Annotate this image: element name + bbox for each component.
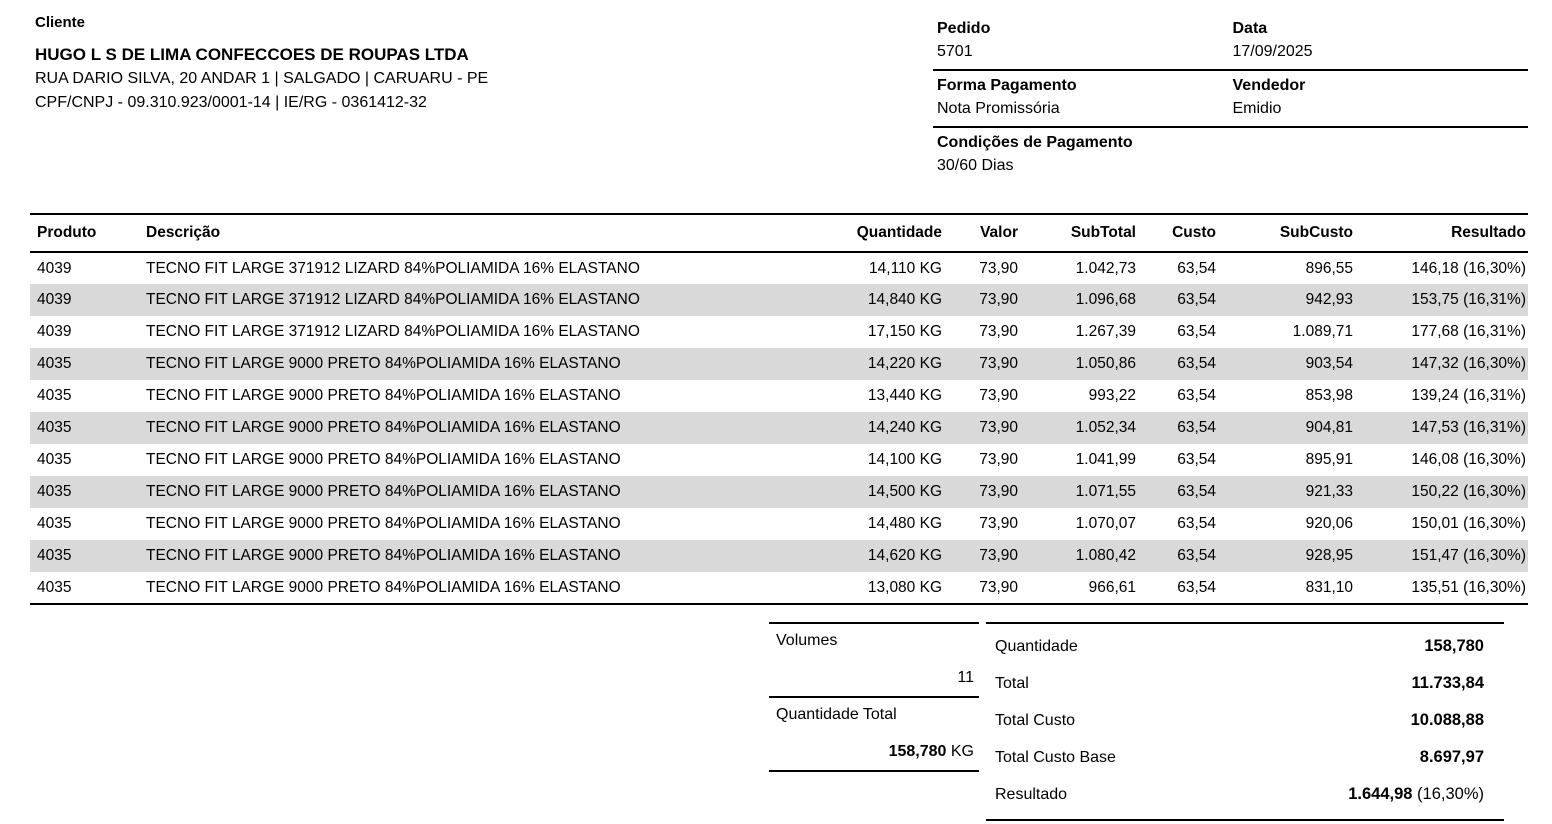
- table-body: [30, 252, 1528, 604]
- totals-value: [1412, 674, 1485, 693]
- table-row: [30, 284, 1528, 316]
- client-block: [30, 12, 488, 118]
- totals-row-resultado: [986, 776, 1504, 813]
- table-row: [30, 444, 1528, 476]
- table-cell: 13,440 KG: [867, 387, 942, 404]
- volumes-label: Volumes: [776, 632, 838, 649]
- table-cell: 73,90: [979, 259, 1018, 277]
- table-row: [30, 476, 1528, 508]
- table-cell: 135,51 (16,30%): [1411, 578, 1526, 596]
- table-cell: 146,08 (16,30%): [1411, 451, 1526, 468]
- totals-value: [1420, 748, 1484, 767]
- table-cell: 896,55: [1305, 259, 1353, 277]
- table-cell: 73,90: [979, 291, 1018, 308]
- table-cell: 1.096,68: [1075, 291, 1136, 308]
- client-documents: CPF/CNPJ - 09.310.923/0001-14 | IE/RG - 0361412-32: [35, 94, 427, 111]
- table-cell: 150,22 (16,30%): [1411, 483, 1526, 500]
- col-header-valor: Valor: [944, 214, 1020, 252]
- summary-section: [30, 622, 1528, 821]
- items-table-header: [30, 214, 1528, 252]
- table-cell: 904,81: [1305, 419, 1353, 436]
- order-info-block: [933, 14, 1528, 183]
- table-cell: 942,93: [1305, 291, 1353, 308]
- table-cell: 63,54: [1177, 483, 1216, 500]
- col-header-subtotal: SubTotal: [1020, 214, 1138, 252]
- table-cell: 4035: [37, 578, 72, 596]
- totals-number: 1.644,98: [1348, 785, 1413, 803]
- col-header-descricao: Descrição: [140, 214, 769, 252]
- table-cell: 63,54: [1177, 547, 1216, 564]
- totals-suffix: (16,30%): [1412, 785, 1484, 803]
- table-cell: 139,24 (16,31%): [1411, 387, 1526, 404]
- table-cell: TECNO FIT LARGE 9000 PRETO 84%POLIAMIDA 16% ELASTANO: [146, 387, 621, 404]
- table-cell: 1.041,99: [1075, 451, 1136, 468]
- totals-number: 158,780: [1424, 637, 1484, 655]
- table-cell: TECNO FIT LARGE 9000 PRETO 84%POLIAMIDA 16% ELASTANO: [146, 483, 621, 500]
- table-cell: 63,54: [1177, 387, 1216, 404]
- table-cell: TECNO FIT LARGE 9000 PRETO 84%POLIAMIDA 16% ELASTANO: [146, 419, 621, 436]
- table-cell: TECNO FIT LARGE 9000 PRETO 84%POLIAMIDA 16% ELASTANO: [146, 578, 621, 596]
- totals-row-total-custo-base: [986, 739, 1504, 776]
- summary-spacer: [30, 622, 769, 821]
- payment-method-cell: [937, 77, 1233, 118]
- table-row: [30, 572, 1528, 604]
- table-cell: 63,54: [1177, 578, 1216, 596]
- table-cell: 147,32 (16,30%): [1411, 355, 1526, 372]
- order-row-1: [933, 14, 1528, 71]
- table-row: [30, 412, 1528, 444]
- table-row: [30, 348, 1528, 380]
- order-number-label: Pedido: [937, 20, 991, 37]
- table-cell: 150,01 (16,30%): [1411, 515, 1526, 532]
- table-cell: 4035: [37, 483, 72, 500]
- table-cell: 1.071,55: [1075, 483, 1136, 500]
- table-cell: TECNO FIT LARGE 9000 PRETO 84%POLIAMIDA 16% ELASTANO: [146, 355, 621, 372]
- order-date-cell: [1233, 20, 1529, 61]
- totals-value: [1411, 711, 1484, 730]
- document-header: [30, 12, 1528, 183]
- order-row-3: [933, 128, 1528, 183]
- table-cell: 993,22: [1088, 387, 1136, 404]
- table-cell: 4035: [37, 387, 72, 404]
- table-cell: 147,53 (16,31%): [1411, 419, 1526, 436]
- table-cell: 14,240 KG: [867, 419, 942, 436]
- totals-label: Total: [995, 674, 1029, 692]
- table-cell: 73,90: [979, 483, 1018, 500]
- order-number-value: 5701: [937, 43, 973, 60]
- table-cell: 4039: [37, 291, 72, 308]
- table-cell: 153,75 (16,31%): [1411, 291, 1526, 308]
- payment-method-value: Nota Promissória: [937, 100, 1060, 117]
- table-row: [30, 252, 1528, 284]
- totals-row-total-custo: [986, 702, 1504, 739]
- items-table: [30, 213, 1528, 605]
- totals-box: [986, 622, 1504, 821]
- table-row: [30, 508, 1528, 540]
- table-cell: 1.052,34: [1075, 419, 1136, 436]
- table-cell: 73,90: [979, 578, 1018, 596]
- totals-value: [1424, 637, 1484, 656]
- order-date-value: 17/09/2025: [1232, 43, 1313, 60]
- table-cell: 4039: [37, 259, 72, 277]
- quantity-total-label: Quantidade Total: [776, 706, 897, 723]
- table-cell: 1.042,73: [1075, 259, 1136, 277]
- salesperson-cell: [1233, 77, 1529, 118]
- table-cell: 4035: [37, 547, 72, 564]
- table-cell: 831,10: [1305, 578, 1353, 596]
- table-cell: 928,95: [1305, 547, 1353, 564]
- table-cell: 1.089,71: [1292, 323, 1353, 340]
- table-cell: 151,47 (16,30%): [1411, 547, 1526, 564]
- table-cell: 4039: [37, 323, 72, 340]
- table-cell: 920,06: [1305, 515, 1353, 532]
- table-cell: 73,90: [979, 355, 1018, 372]
- table-cell: 14,500 KG: [867, 483, 942, 500]
- table-cell: 14,220 KG: [867, 355, 942, 372]
- order-number-cell: [937, 20, 1233, 61]
- quantity-total-number: 158,780: [888, 743, 947, 760]
- order-date-label: Data: [1232, 20, 1268, 37]
- table-cell: 73,90: [979, 515, 1018, 532]
- table-cell: 13,080 KG: [867, 578, 942, 596]
- salesperson-label: Vendedor: [1232, 77, 1306, 94]
- table-cell: 73,90: [979, 451, 1018, 468]
- table-cell: 4035: [37, 355, 72, 372]
- col-header-subcusto: SubCusto: [1218, 214, 1355, 252]
- volumes-box: [769, 622, 979, 821]
- totals-label: Quantidade: [995, 637, 1078, 655]
- table-cell: 17,150 KG: [867, 323, 942, 340]
- table-cell: 63,54: [1177, 451, 1216, 468]
- table-cell: 63,54: [1177, 419, 1216, 436]
- table-cell: 14,100 KG: [867, 451, 942, 468]
- table-cell: 14,110 KG: [869, 259, 942, 277]
- table-cell: 14,620 KG: [867, 547, 942, 564]
- table-cell: 1.267,39: [1075, 323, 1136, 340]
- table-cell: 921,33: [1305, 483, 1353, 500]
- col-header-quantidade: Quantidade: [769, 214, 944, 252]
- table-cell: 1.050,86: [1075, 355, 1136, 372]
- table-cell: 1.080,42: [1075, 547, 1136, 564]
- table-cell: 73,90: [979, 419, 1018, 436]
- table-cell: 1.070,07: [1075, 515, 1136, 532]
- table-cell: 146,18 (16,30%): [1411, 259, 1526, 277]
- table-cell: TECNO FIT LARGE 371912 LIZARD 84%POLIAMIDA 16% ELASTANO: [146, 259, 640, 277]
- volumes-value: 11: [957, 669, 974, 686]
- table-cell: 14,840 KG: [867, 291, 942, 308]
- table-cell: 4035: [37, 515, 72, 532]
- totals-label: Total Custo Base: [995, 748, 1116, 766]
- table-cell: 14,480 KG: [867, 515, 942, 532]
- client-section-label: Cliente: [35, 14, 86, 31]
- payment-terms-value: 30/60 Dias: [937, 157, 1014, 174]
- table-cell: 63,54: [1177, 355, 1216, 372]
- table-cell: TECNO FIT LARGE 9000 PRETO 84%POLIAMIDA 16% ELASTANO: [146, 547, 621, 564]
- payment-terms-cell: [937, 134, 1528, 175]
- salesperson-value: Emidio: [1232, 100, 1282, 117]
- totals-number: 10.088,88: [1410, 711, 1484, 729]
- totals-number: 8.697,97: [1419, 748, 1484, 766]
- table-cell: 853,98: [1305, 387, 1353, 404]
- table-cell: 73,90: [979, 547, 1018, 564]
- table-cell: TECNO FIT LARGE 371912 LIZARD 84%POLIAMIDA 16% ELASTANO: [146, 291, 640, 308]
- totals-label: Resultado: [995, 785, 1068, 803]
- quantity-total-unit: KG: [950, 743, 974, 760]
- table-cell: 63,54: [1177, 515, 1216, 532]
- table-cell: 63,54: [1177, 259, 1216, 277]
- totals-number: 11.733,84: [1411, 674, 1484, 692]
- col-header-custo: Custo: [1138, 214, 1218, 252]
- client-address: RUA DARIO SILVA, 20 ANDAR 1 | SALGADO | CARUARU - PE: [35, 70, 489, 87]
- table-cell: TECNO FIT LARGE 9000 PRETO 84%POLIAMIDA 16% ELASTANO: [146, 515, 621, 532]
- col-header-resultado: Resultado: [1355, 214, 1528, 252]
- table-cell: TECNO FIT LARGE 371912 LIZARD 84%POLIAMIDA 16% ELASTANO: [146, 323, 640, 340]
- table-row: [30, 540, 1528, 572]
- table-cell: 4035: [37, 419, 72, 436]
- table-cell: 177,68 (16,31%): [1411, 323, 1526, 340]
- payment-terms-label: Condições de Pagamento: [937, 134, 1133, 151]
- table-cell: 63,54: [1177, 323, 1216, 340]
- payment-method-label: Forma Pagamento: [937, 77, 1077, 94]
- table-cell: 4035: [37, 451, 72, 468]
- table-cell: 63,54: [1177, 291, 1216, 308]
- table-row: [30, 316, 1528, 348]
- table-row: [30, 380, 1528, 412]
- volumes-section: [769, 624, 979, 698]
- client-name: HUGO L S DE LIMA CONFECCOES DE ROUPAS LTDA: [35, 45, 469, 64]
- table-cell: 73,90: [979, 387, 1018, 404]
- table-cell: TECNO FIT LARGE 9000 PRETO 84%POLIAMIDA 16% ELASTANO: [146, 451, 621, 468]
- totals-value: [1348, 785, 1484, 804]
- totals-row-quantidade: [986, 628, 1504, 665]
- quantity-total-value: [776, 743, 974, 761]
- totals-row-total: [986, 665, 1504, 702]
- table-cell: 895,91: [1305, 451, 1353, 468]
- col-header-produto: Produto: [30, 214, 140, 252]
- totals-label: Total Custo: [995, 711, 1076, 729]
- order-row-2: [933, 71, 1528, 128]
- table-cell: 73,90: [979, 323, 1018, 340]
- table-cell: 966,61: [1088, 578, 1136, 596]
- table-cell: 903,54: [1305, 355, 1353, 372]
- quantity-total-section: [769, 698, 979, 772]
- header-row: [30, 214, 1528, 252]
